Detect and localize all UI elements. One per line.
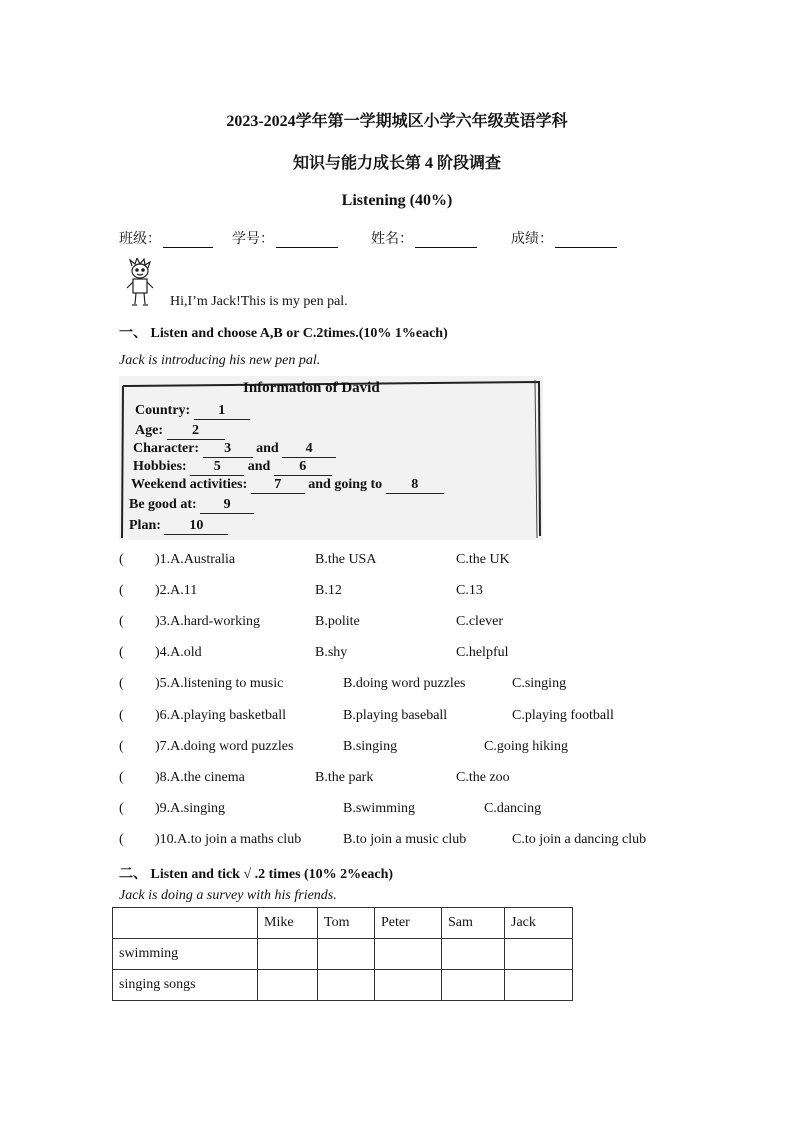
option-a: )10.A.to join a maths club <box>155 832 302 847</box>
card-row-weekend <box>131 477 444 494</box>
table-row-label: swimming <box>113 939 258 970</box>
option-b: B.playing baseball <box>343 708 448 723</box>
card-row-label: Hobbies: <box>133 459 187 474</box>
option-b: B.swimming <box>343 801 415 816</box>
option-b: B.the USA <box>315 552 377 567</box>
card-row-plan <box>129 518 228 535</box>
info-score-label: 成绩： <box>511 232 553 247</box>
tick-cell[interactable] <box>442 939 505 970</box>
card-blank: 7 <box>251 477 305 494</box>
option-c: C.helpful <box>456 645 509 660</box>
info-score-blank[interactable] <box>555 233 617 248</box>
table-header-cell: Sam <box>442 908 505 939</box>
section1-title: 一、 Listen and choose A,B or C.2times.(10% 1%each) <box>119 326 448 341</box>
tick-cell[interactable] <box>258 970 318 1001</box>
card-row-mid: and <box>256 441 279 456</box>
info-score-field[interactable] <box>511 228 617 248</box>
card-blank: 10 <box>164 518 228 535</box>
tick-cell[interactable] <box>375 970 442 1001</box>
option-b: B.doing word puzzles <box>343 676 466 691</box>
tick-cell[interactable] <box>505 970 573 1001</box>
tick-cell[interactable] <box>318 970 375 1001</box>
exam-title-line1: 2023-2024学年第一学期城区小学六年级英语学科 <box>226 113 568 130</box>
option-b: B.singing <box>343 739 398 754</box>
jack-greeting: Hi,I’m Jack!This is my pen pal. <box>170 294 348 309</box>
card-row-label: Weekend activities: <box>131 477 248 492</box>
answer-bracket[interactable]: ( <box>119 614 124 629</box>
info-number-label: 学号： <box>232 232 274 247</box>
option-c: C.13 <box>456 583 483 598</box>
option-a: )3.A.hard-working <box>155 614 260 629</box>
option-a: )5.A.listening to music <box>155 676 284 691</box>
survey-table <box>112 907 573 1001</box>
card-blank: 9 <box>200 497 254 514</box>
option-a: )8.A.the cinema <box>155 770 245 785</box>
question-2[interactable] <box>119 581 719 601</box>
tick-cell[interactable] <box>442 970 505 1001</box>
card-row-label: Character: <box>133 441 200 456</box>
card-row-label: Be good at: <box>129 497 197 512</box>
card-row-age <box>135 423 225 440</box>
option-b: B.to join a music club <box>343 832 467 847</box>
option-b: B.polite <box>315 614 360 629</box>
card-blank: 5 <box>190 459 244 476</box>
card-blank: 8 <box>386 477 444 494</box>
question-4[interactable] <box>119 643 719 663</box>
exam-title-line2: 知识与能力成长第 4 阶段调查 <box>292 155 501 172</box>
option-c: C.to join a dancing club <box>512 832 647 847</box>
answer-bracket[interactable]: ( <box>119 676 124 691</box>
option-a: )2.A.11 <box>155 583 198 598</box>
table-header-cell: Mike <box>258 908 318 939</box>
card-row-mid: and <box>247 459 271 474</box>
question-5[interactable] <box>119 674 719 694</box>
info-number-field[interactable] <box>232 228 338 248</box>
answer-bracket[interactable]: ( <box>119 583 124 598</box>
tick-cell[interactable] <box>258 939 318 970</box>
info-class-field[interactable] <box>119 228 213 248</box>
option-a: )6.A.playing basketball <box>155 708 287 723</box>
option-b: B.12 <box>315 583 342 598</box>
card-border <box>119 376 543 540</box>
card-row-country <box>135 403 250 420</box>
option-a: )7.A.doing word puzzles <box>155 739 294 754</box>
table-row <box>113 970 573 1001</box>
answer-bracket[interactable]: ( <box>119 708 124 723</box>
option-a: )1.A.Australia <box>155 552 236 567</box>
question-6[interactable] <box>119 706 719 726</box>
question-8[interactable] <box>119 768 719 788</box>
info-name-blank[interactable] <box>415 233 477 248</box>
option-c: C.clever <box>456 614 504 629</box>
table-header-cell: Jack <box>505 908 573 939</box>
answer-bracket[interactable]: ( <box>119 645 124 660</box>
question-1[interactable] <box>119 550 719 570</box>
section2-title: 二、 Listen and tick √ .2 times (10% 2%each) <box>119 867 394 882</box>
card-blank: 6 <box>274 459 332 476</box>
card-row-hobbies <box>133 459 332 476</box>
exam-title-listening: Listening (40%) <box>341 192 453 209</box>
option-c: C.the UK <box>456 552 510 567</box>
jack-cartoon-icon <box>123 258 157 308</box>
info-name-label: 姓名： <box>371 232 413 247</box>
question-3[interactable] <box>119 612 719 632</box>
question-7[interactable] <box>119 737 719 757</box>
option-b: B.shy <box>315 645 348 660</box>
card-blank: 4 <box>282 441 336 458</box>
table-header-row <box>113 908 573 939</box>
table-row-label: singing songs <box>113 970 258 1001</box>
answer-bracket[interactable]: ( <box>119 770 124 785</box>
card-heading: Information of David <box>243 380 380 396</box>
card-row-label: Plan: <box>129 518 161 533</box>
card-blank: 2 <box>167 423 225 440</box>
tick-cell[interactable] <box>318 939 375 970</box>
card-row-character <box>133 441 336 458</box>
option-c: C.singing <box>512 676 567 691</box>
question-9[interactable] <box>119 799 719 819</box>
section1-intro: Jack is introducing his new pen pal. <box>119 353 321 368</box>
section2-intro: Jack is doing a survey with his friends. <box>119 888 337 903</box>
card-row-good-at <box>129 497 254 514</box>
option-c: C.going hiking <box>484 739 569 754</box>
option-a: )9.A.singing <box>155 801 225 816</box>
info-name-field[interactable] <box>371 228 477 248</box>
option-c: C.the zoo <box>456 770 510 785</box>
card-row-mid: and going to <box>308 477 383 492</box>
tick-cell[interactable] <box>505 939 573 970</box>
answer-bracket[interactable]: ( <box>119 832 124 847</box>
option-b: B.the park <box>315 770 374 785</box>
card-row-label: Age: <box>135 423 163 438</box>
info-class-blank[interactable] <box>163 233 213 248</box>
table-header-cell: Tom <box>318 908 375 939</box>
answer-bracket[interactable]: ( <box>119 801 124 816</box>
info-number-blank[interactable] <box>276 233 338 248</box>
answer-bracket[interactable]: ( <box>119 739 124 754</box>
table-header-cell <box>113 908 258 939</box>
option-c: C.dancing <box>484 801 542 816</box>
option-c: C.playing football <box>512 708 614 723</box>
card-row-label: Country: <box>135 403 191 418</box>
tick-cell[interactable] <box>375 939 442 970</box>
table-row <box>113 939 573 970</box>
table-header-cell: Peter <box>375 908 442 939</box>
question-10[interactable] <box>119 830 719 850</box>
david-info-card <box>119 376 543 540</box>
option-a: )4.A.old <box>155 645 202 660</box>
answer-bracket[interactable]: ( <box>119 552 124 567</box>
info-class-label: 班级： <box>119 232 161 247</box>
card-blank: 1 <box>194 403 250 420</box>
card-blank: 3 <box>203 441 253 458</box>
